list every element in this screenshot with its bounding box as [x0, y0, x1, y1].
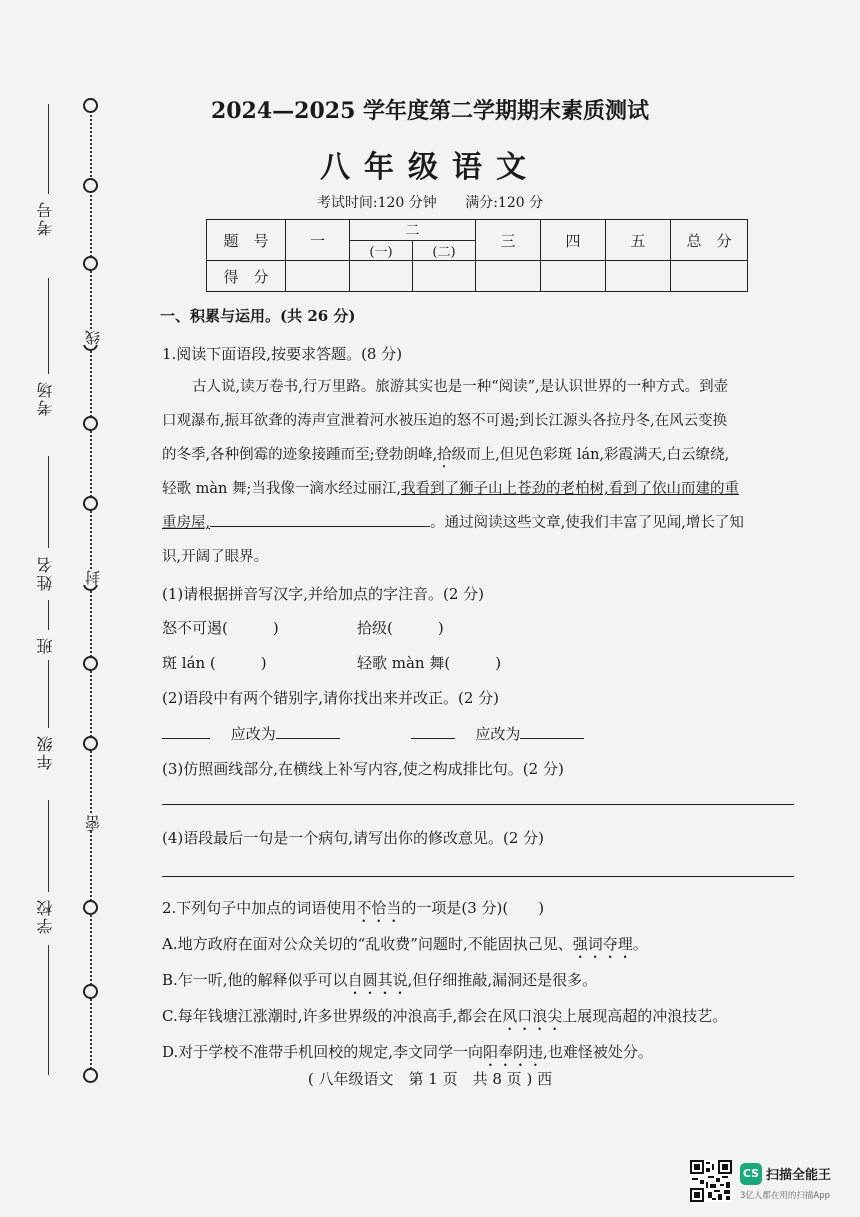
subquestion-3: (3)仿照画线部分,在横线上补写内容,使之构成排比句。(2 分) [162, 760, 564, 778]
dotted-text: 阳奉阴违 [483, 1043, 544, 1061]
fix-blank[interactable] [520, 738, 584, 739]
qr-code-icon [690, 1160, 732, 1202]
passage-line [162, 438, 729, 472]
question-2-prompt [162, 897, 544, 926]
passage-text: 轻歌 màn 舞;当我像一滴水经过丽江, [162, 481, 401, 497]
passage-line [162, 472, 739, 506]
binding-hole [83, 496, 98, 511]
score-cell[interactable] [476, 261, 541, 292]
score-cell[interactable] [606, 261, 671, 292]
exam-time: 考试时间:120 分钟 [316, 195, 437, 211]
score-table-col-5: 五 [606, 220, 671, 261]
seal-char-line: 线 [84, 330, 102, 345]
camscanner-tagline: 3亿人都在用的扫描App [740, 1191, 831, 1201]
exam-info [0, 192, 860, 212]
passage-line: 识,开阔了眼界。 [162, 549, 269, 565]
answer-banlan[interactable]: 斑 lán ( ) [162, 654, 267, 672]
score-table-sub-2: (二) [413, 241, 476, 261]
score-row-label: 得 分 [207, 261, 286, 292]
score-table-header-label: 题 号 [207, 220, 286, 261]
passage-text: 。通过阅读这些文章,使我们丰富了见闻,增长了知 [430, 515, 744, 531]
score-table-col-total: 总 分 [671, 220, 748, 261]
option-text: 上展现高超的冲浪技艺。 [562, 1007, 728, 1025]
fix-label: 应改为 [230, 725, 276, 743]
score-table [206, 219, 748, 292]
score-table-col-4: 四 [541, 220, 606, 261]
exam-title: 2024—2025 学年度第二学期期末素质测试 [210, 98, 650, 124]
answer-line[interactable] [162, 804, 794, 805]
answer-line[interactable] [162, 876, 794, 877]
option-text: B.乍一听,他的解释似乎可以 [162, 971, 348, 989]
score-cell[interactable] [286, 261, 350, 292]
name-field[interactable] [48, 456, 49, 548]
dotted-char: 拾 [437, 447, 452, 463]
score-table-sub-1: (一) [350, 241, 413, 261]
page-footer: ( 八年级语文 第 1 页 共 8 页 ) 西 [307, 1070, 553, 1088]
score-table-col-2: 二 [350, 220, 476, 241]
binding-hole [83, 736, 98, 751]
typo-fix-row [162, 723, 584, 744]
option-b[interactable] [162, 969, 597, 998]
passage-line [162, 506, 744, 540]
subquestion-1: (1)请根据拼音写汉字,并给加点的字注音。(2 分) [162, 585, 485, 603]
subquestion-2: (2)语段中有两个错别字,请你找出来并改正。(2 分) [162, 689, 500, 707]
prompt-text: 的一项是(3 分)( ) [401, 899, 545, 917]
exam-room-label: 考场 [36, 380, 55, 416]
score-cell[interactable] [350, 261, 413, 292]
option-d[interactable] [162, 1041, 653, 1070]
answer-shiji[interactable]: 拾级( ) [357, 619, 444, 637]
fix-label: 应改为 [475, 725, 521, 743]
dotted-text: 风口浪尖 [502, 1007, 563, 1025]
subject-title: 八年级语文 [320, 150, 540, 185]
dotted-text: 强词夺理 [572, 935, 633, 953]
binding-hole [83, 256, 98, 271]
class-field[interactable] [48, 600, 49, 630]
score-cell[interactable] [541, 261, 606, 292]
passage-text: 级而上,但见色彩斑 lán,彩霞满天,白云缭绕, [451, 447, 730, 463]
score-cell[interactable] [671, 261, 748, 292]
seal-char-seal: 封 [84, 570, 102, 585]
passage-text: 的冬季,各种倒霉的迹象接踵而至;登勃朗峰, [162, 447, 438, 463]
prompt-text: 2.下列句子中加点的词语使用 [162, 899, 357, 917]
option-text: ,也难怪被处分。 [543, 1043, 653, 1061]
option-text: ,但仔细推敲,漏洞还是很多。 [407, 971, 598, 989]
dotted-text: 自圆其说 [347, 971, 408, 989]
exam-room-field[interactable] [48, 278, 49, 374]
typo-blank[interactable] [411, 738, 455, 739]
option-c[interactable] [162, 1005, 727, 1034]
grade-field[interactable] [48, 660, 49, 728]
binding-hole [83, 984, 98, 999]
option-a[interactable] [162, 933, 648, 962]
dotted-text: 不恰当 [356, 899, 402, 917]
school-label: 学校 [36, 898, 55, 934]
passage-line: 古人说,读万卷书,行万里路。旅游其实也是一种“阅读”,是认识世界的一种方式。到壶 [192, 379, 729, 395]
section-heading: 一、积累与运用。(共 26 分) [160, 307, 356, 325]
question-1-prompt: 1.阅读下面语段,按要求答题。(8 分) [162, 345, 403, 363]
exam-number-label: 考号 [36, 200, 55, 236]
score-table-col-1: 一 [286, 220, 350, 261]
name-label: 姓名 [36, 555, 55, 591]
passage-line: 口观瀑布,振耳欲聋的涛声宣泄着河水被压迫的怒不可遏;到长江源头各拉丹冬,在风云变换 [162, 413, 728, 429]
grade-label: 年级 [36, 734, 55, 770]
school-field[interactable] [48, 800, 49, 892]
camscanner-name: 扫描全能王 [766, 1168, 832, 1183]
parallel-sentence-blank[interactable] [210, 526, 430, 527]
option-text: D.对于学校不准带手机回校的规定,李文同学一向 [162, 1043, 484, 1061]
score-table-col-3: 三 [476, 220, 541, 261]
underlined-text: 重房屋, [162, 515, 211, 531]
binding-hole [83, 900, 98, 915]
score-cell[interactable] [413, 261, 476, 292]
camscanner-logo: CS [740, 1163, 762, 1185]
subquestion-4: (4)语段最后一句是一个病句,请写出你的修改意见。(2 分) [162, 829, 545, 847]
fix-blank[interactable] [276, 738, 340, 739]
typo-blank[interactable] [162, 738, 210, 739]
underlined-text: 我看到了狮子山上苍劲的老柏树,看到了依山而建的重 [400, 481, 740, 497]
seal-char-close: 密 [84, 815, 102, 830]
option-text: C.每年钱塘江涨潮时,许多世界级的冲浪高手,都会在 [162, 1007, 503, 1025]
option-text: 。 [632, 935, 648, 953]
class-label: 班 [36, 636, 55, 654]
option-text: A.地方政府在面对公众关切的“乱收费”问题时,不能固执己见、 [162, 935, 573, 953]
answer-qinggemanwu[interactable]: 轻歌 màn 舞( ) [357, 654, 502, 672]
school-field-extension [48, 945, 49, 1075]
binding-hole [83, 416, 98, 431]
binding-hole [83, 656, 98, 671]
full-score: 满分:120 分 [465, 195, 544, 211]
answer-nubukeke[interactable]: 怒不可遏( ) [162, 619, 279, 637]
